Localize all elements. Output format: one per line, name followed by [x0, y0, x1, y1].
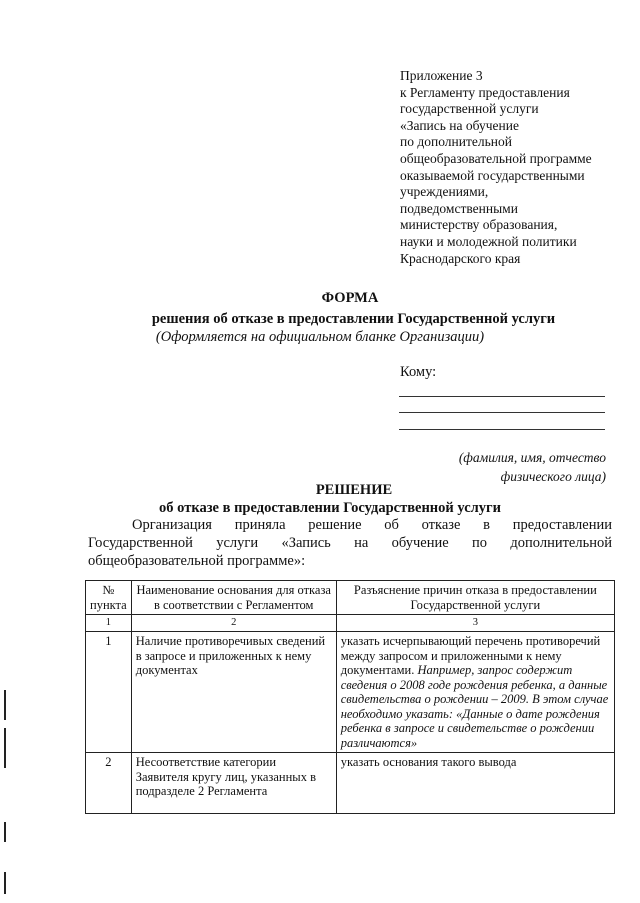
appendix-line: учреждениями, [400, 184, 489, 200]
appendix-block [400, 68, 636, 267]
decision-subtitle: об отказе в предоставлении Государственной услуги [159, 500, 501, 516]
appendix-line: оказываемой государственными [400, 167, 585, 183]
form-subtitle: решения об отказе в предоставлении Государственной услуги [151, 311, 556, 327]
decision-body-line [88, 534, 612, 552]
appendix-line: Приложение 3 [400, 68, 483, 83]
appendix-line: министерству образования, [400, 217, 558, 233]
recipient-hint-line: (фамилия, имя, отчество [458, 450, 606, 465]
table-header-row [86, 581, 615, 615]
header-explanation: Разъяснение причин отказа в предоставлении Государственной услуги [336, 581, 614, 615]
row-reason: Наличие противоречивых сведений в запросе и приложенных к нему документах [131, 632, 336, 753]
appendix-line: к Регламенту предоставления [400, 84, 570, 100]
word: обучение [391, 535, 449, 551]
recipient-line [399, 396, 605, 397]
row-num: 1 [86, 632, 132, 753]
word: об [384, 517, 399, 533]
word: «Запись [281, 535, 331, 551]
table-column-numbers-row [86, 615, 615, 632]
row-explanation-example: Например, запрос содержит сведения о 2008 годе рождения ребенка, а данные свидетельства о рождении – 2009. В этом случае необходимо указать: «Данные о дате рождения ребенка в запросе и свидетельстве о рождении различаются» [340, 663, 609, 750]
scan-margin-mark [4, 822, 6, 842]
recipient-line [399, 412, 605, 413]
decision-title: РЕШЕНИЕ [315, 482, 393, 498]
recipient-line [399, 429, 605, 430]
decision-body-line [88, 516, 612, 534]
decision-body [88, 516, 612, 570]
word: Организация [132, 517, 212, 533]
row-reason: Несоответствие категории Заявителя кругу лиц, указанных в подразделе 2 Регламента [131, 753, 336, 814]
word: предоставлении [512, 517, 612, 533]
header-reason: Наименование основания для отказа в соответствии с Регламентом [131, 581, 336, 615]
word: на [354, 535, 369, 551]
appendix-line: государственной услуги [400, 101, 539, 117]
row-explanation [336, 753, 614, 814]
row-num: 2 [86, 753, 132, 814]
table-row [86, 632, 615, 753]
appendix-line: подведомственными [400, 200, 518, 216]
scan-margin-mark [4, 690, 6, 720]
scan-margin-mark [4, 728, 6, 768]
appendix-line: «Запись на обучение [400, 117, 519, 133]
word: Государственной [88, 535, 193, 551]
decision-body-line: общеобразовательной программе»: [88, 553, 306, 569]
appendix-line: общеобразовательной программе [400, 150, 592, 166]
word: в [483, 517, 491, 533]
recipient-label: Кому: [400, 364, 437, 380]
word: по [472, 535, 488, 551]
form-note: (Оформляется на официальном бланке Организации) [155, 329, 485, 345]
form-title: ФОРМА [321, 290, 379, 306]
word: приняла [234, 517, 286, 533]
word: услуги [216, 535, 259, 551]
refusal-reasons-table [85, 580, 615, 814]
column-number: 1 [86, 615, 132, 632]
appendix-line: по дополнительной [400, 134, 512, 150]
scan-margin-mark [4, 872, 6, 894]
word: решение [308, 517, 362, 533]
recipient-hint [400, 448, 606, 486]
row-explanation-plain: указать исчерпывающий перечень противоречий между запросом и приложенными к нему документами. [340, 634, 601, 677]
table-row [86, 753, 615, 814]
appendix-line: науки и молодежной политики [400, 233, 577, 249]
word: дополнительной [510, 535, 612, 551]
header-num: № пункта [86, 581, 132, 615]
column-number: 2 [131, 615, 336, 632]
recipient-hint-line: физического лица) [500, 469, 606, 484]
word: отказе [421, 517, 461, 533]
appendix-line: Краснодарского края [400, 250, 521, 266]
row-explanation-plain: указать основания такого вывода [340, 755, 517, 769]
column-number: 3 [336, 615, 614, 632]
row-explanation [336, 632, 614, 753]
